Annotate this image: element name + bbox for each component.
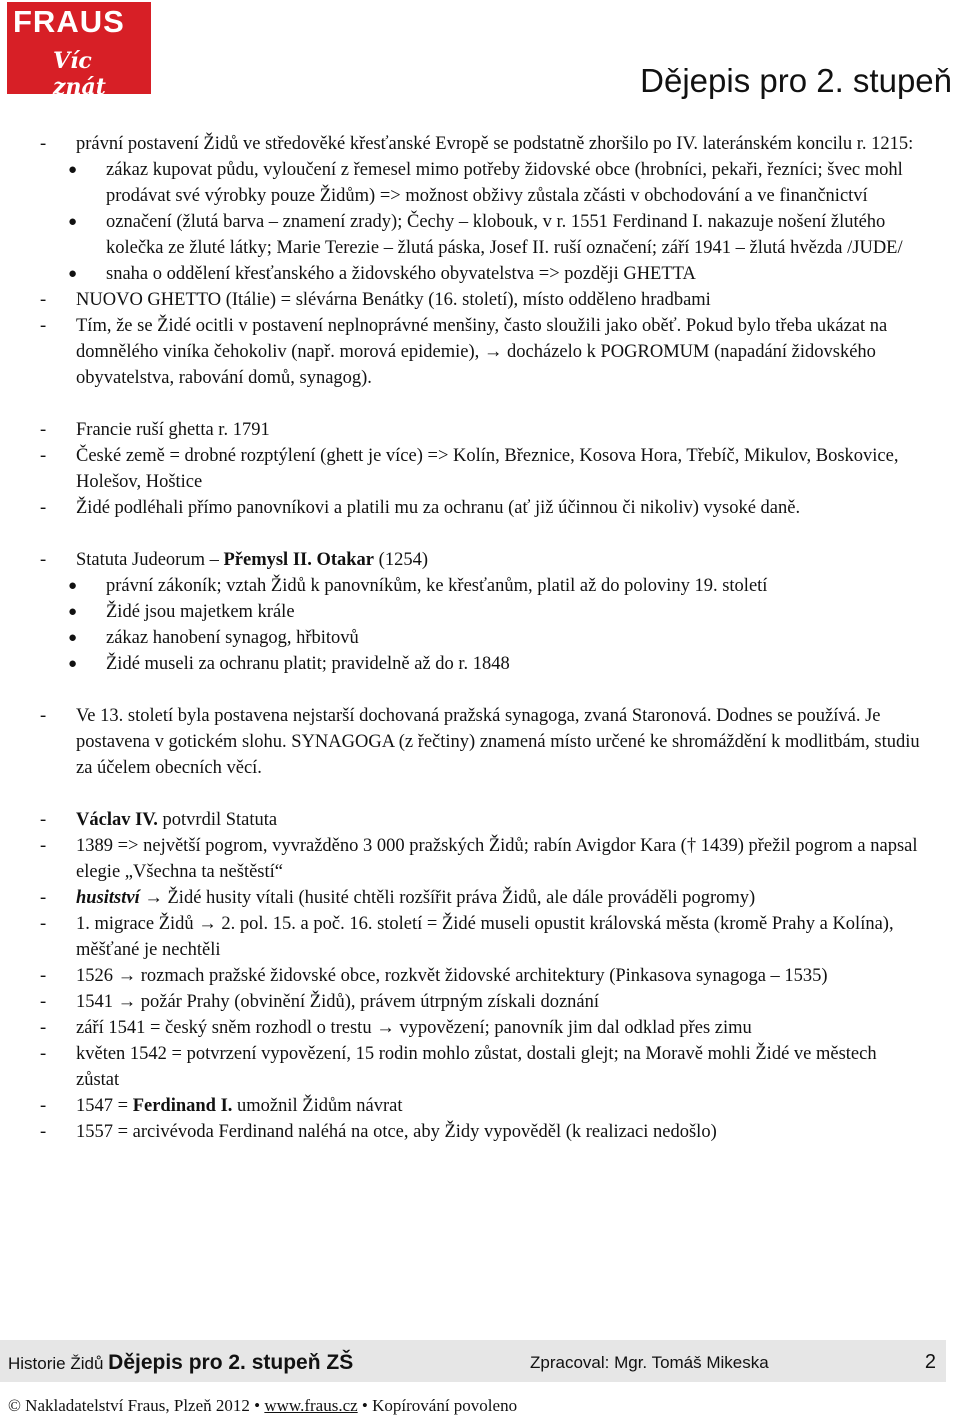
dash-list-item (40, 1119, 920, 1145)
bullet-list-item (40, 209, 920, 261)
text-segment: 1547 = (76, 1096, 133, 1116)
fraus-logo (7, 2, 151, 100)
text-segment: Přemysl II. Otakar (223, 550, 375, 570)
dash-marker: - (40, 550, 47, 570)
list-item-text (76, 547, 920, 573)
bullet-list-item (40, 261, 920, 287)
list-item-text (76, 287, 920, 313)
text-segment: NUOVO GHETTO (Itálie) = slévárna Benátky (16. století), místo odděleno hradbami (76, 290, 711, 310)
logo-slogan: Víc znát (53, 48, 106, 100)
dash-list-item (40, 911, 920, 963)
dash-marker: - (40, 706, 47, 726)
text-segment: Židé museli za ochranu platit; pravidelně až do r. 1848 (106, 654, 510, 674)
text-segment: září 1541 = český sněm rozhodl o trestu → vypovězení; panovník jim dal odklad přes zimu (76, 1018, 752, 1038)
footer-topic: Historie Židů (8, 1354, 104, 1373)
text-segment: květen 1542 = potvrzení vypovězení, 15 rodin mohlo zůstat, dostali glejt; na Moravě mohli Židé ve městech zůstat (76, 1044, 877, 1090)
list-item-text (76, 131, 920, 157)
dash-list-item (40, 989, 920, 1015)
copyright-suffix: • Kopírování povoleno (357, 1396, 518, 1415)
bullet-list-item (40, 157, 920, 209)
dash-marker: - (40, 966, 47, 986)
list-item-text (76, 1041, 920, 1093)
list-item-text (106, 625, 920, 651)
text-segment: umožnil Židům návrat (232, 1096, 403, 1116)
bullet-marker: ● (68, 162, 78, 178)
text-segment: Židé jsou majetkem krále (106, 602, 295, 622)
bullet-marker: ● (68, 214, 78, 230)
text-segment: → Židé husity vítali (husité chtěli rozšířit práva Židů, ale dále prováděli pogromy) (139, 888, 756, 908)
text-segment: Tím, že se Židé ocitli v postavení neplnoprávné menšiny, často sloužili jako oběť. Pokud bylo třeba ukázat na domnělého viníka čehokoliv (např. morová epidemie), → docházelo k POGROMUM (napadání židovského obyvatelstva, rabování domů, synagog). (76, 316, 888, 388)
list-item-text (106, 261, 920, 287)
list-item-text (106, 209, 920, 261)
text-segment: Ferdinand I. (132, 1096, 233, 1116)
list-item-text (76, 313, 920, 391)
dash-marker: - (40, 1096, 47, 1116)
list-item-text (106, 599, 920, 625)
dash-marker: - (40, 316, 47, 336)
dash-list-item (40, 443, 920, 495)
text-segment: zákaz kupovat půdu, vyloučení z řemesel mimo potřeby židovské obce (hrobníci, pekaři, řezníci; švec mohl prodávat své výrobky pouze Židům) => možnost obživy zůstala zčásti v obchodování a ve finančnictví (106, 160, 903, 206)
text-segment: zákaz hanobení synagog, hřbitovů (106, 628, 359, 648)
dash-marker: - (40, 810, 47, 830)
logo-brand: FRAUS (13, 4, 125, 39)
text-segment: označení (žlutá barva – znamení zrady); Čechy – klobouk, v r. 1551 Ferdinand I. nakazuje nošení žlutého kolečka ze žluté látky; Marie Terezie – žlutá páska, Josef II. ruší označení; září 1941 – žlutá hvězda /JUDE/ (106, 212, 903, 258)
text-segment: Francie ruší ghetta r. 1791 (76, 420, 270, 440)
bullet-list-item (40, 573, 920, 599)
list-item-text (76, 807, 920, 833)
text-segment: Václav IV. (76, 810, 158, 830)
text-segment: Židé podléhali přímo panovníkovi a platili mu za ochranu (ať již účinnou či nikoliv) vysoké daně. (76, 498, 801, 518)
dash-marker: - (40, 1122, 47, 1142)
dash-marker: - (40, 134, 47, 154)
dash-marker: - (40, 914, 47, 934)
dash-list-item (40, 495, 920, 521)
fraus-website-link[interactable]: www.fraus.cz (264, 1396, 358, 1415)
text-segment: 1526 → rozmach pražské židovské obce, rozkvět židovské architektury (Pinkasova synagoga – 1535) (76, 966, 828, 986)
paragraph-gap (40, 391, 920, 417)
footer-bar (0, 1340, 946, 1382)
dash-list-item (40, 417, 920, 443)
dash-marker: - (40, 836, 47, 856)
dash-list-item (40, 885, 920, 911)
text-segment: právní zákoník; vztah Židů k panovníkům, ke křesťanům, platil až do poloviny 19. století (106, 576, 768, 596)
dash-list-item (40, 131, 920, 157)
list-item-text (76, 443, 920, 495)
bullet-marker: ● (68, 578, 78, 594)
dash-list-item (40, 287, 920, 313)
page-number: 2 (924, 1351, 936, 1373)
text-segment: (1254) (374, 550, 428, 570)
bullet-list-item (40, 625, 920, 651)
text-segment: Statuta Judeorum – (76, 550, 224, 570)
dash-marker: - (40, 1044, 47, 1064)
document-body (40, 131, 920, 1145)
page-header-title: Dějepis pro 2. stupeň (640, 62, 952, 99)
dash-list-item (40, 547, 920, 573)
text-segment: 1557 = arcivévoda Ferdinand naléhá na otce, aby Židy vypověděl (k realizaci nedošlo) (76, 1122, 717, 1142)
text-segment: právní postavení Židů ve středověké křesťanské Evropě se podstatně zhoršilo po IV. lateránském koncilu r. 1215: (76, 134, 914, 154)
footer-series: Dějepis pro 2. stupeň ZŠ (108, 1351, 354, 1374)
list-item-text (106, 157, 920, 209)
paragraph-gap (40, 781, 920, 807)
footer-author: Zpracoval: Mgr. Tomáš Mikeska (530, 1353, 769, 1372)
dash-marker: - (40, 888, 47, 908)
bullet-marker: ● (68, 630, 78, 646)
text-segment: 1541 → požár Prahy (obvinění Židů), právem útrpným získali doznání (76, 992, 600, 1012)
list-item-text (76, 911, 920, 963)
bullet-list-item (40, 651, 920, 677)
list-item-text (76, 989, 920, 1015)
list-item-text (76, 417, 920, 443)
dash-marker: - (40, 1018, 47, 1038)
dash-list-item (40, 807, 920, 833)
dash-list-item (40, 1041, 920, 1093)
bullet-marker: ● (68, 656, 78, 672)
dash-marker: - (40, 420, 47, 440)
dash-marker: - (40, 992, 47, 1012)
copyright-prefix: © Nakladatelství Fraus, Plzeň 2012 • (8, 1396, 265, 1415)
dash-list-item (40, 313, 920, 391)
text-segment: České země = drobné rozptýlení (ghett je více) => Kolín, Březnice, Kosova Hora, Třebíč, Mikulov, Boskovice, Holešov, Hoštice (76, 446, 899, 492)
text-segment: potvrdil Statuta (157, 810, 278, 830)
dash-list-item (40, 1015, 920, 1041)
list-item-text (106, 573, 920, 599)
footer-left (8, 1351, 353, 1375)
dash-marker: - (40, 290, 47, 310)
bullet-marker: ● (68, 604, 78, 620)
dash-list-item (40, 833, 920, 885)
text-segment: husitství (76, 888, 140, 908)
list-item-text (76, 703, 920, 781)
list-item-text (76, 1093, 920, 1119)
list-item-text (76, 1119, 920, 1145)
list-item-text (76, 1015, 920, 1041)
dash-list-item (40, 703, 920, 781)
dash-marker: - (40, 498, 47, 518)
list-item-text (76, 833, 920, 885)
text-segment: snaha o oddělení křesťanského a židovského obyvatelstva => později GHETTA (106, 264, 696, 284)
paragraph-gap (40, 677, 920, 703)
text-segment: 1389 => největší pogrom, vyvražděno 3 000 pražských Židů; rabín Avigdor Kara († 1439) přežil pogrom a napsal elegie „Všechna ta neštěstí“ (76, 836, 918, 882)
copyright-line (8, 1396, 517, 1416)
text-segment: 1. migrace Židů → 2. pol. 15. a poč. 16. století = Židé museli opustit královská města (kromě Prahy a Kolína), měšťané je nechtěli (76, 914, 894, 960)
list-item-text (106, 651, 920, 677)
bullet-list-item (40, 599, 920, 625)
dash-list-item (40, 963, 920, 989)
list-item-text (76, 885, 920, 911)
dash-marker: - (40, 446, 47, 466)
bullet-marker: ● (68, 266, 78, 282)
list-item-text (76, 495, 920, 521)
paragraph-gap (40, 521, 920, 547)
list-item-text (76, 963, 920, 989)
text-segment: Ve 13. století byla postavena nejstarší dochovaná pražská synagoga, zvaná Staronová. Dodnes se používá. Je postavena v gotickém slohu. SYNAGOGA (z řečtiny) znamená místo určené ke shromáždění k modlitbám, studiu za účelem obecních věcí. (76, 706, 920, 778)
dash-list-item (40, 1093, 920, 1119)
